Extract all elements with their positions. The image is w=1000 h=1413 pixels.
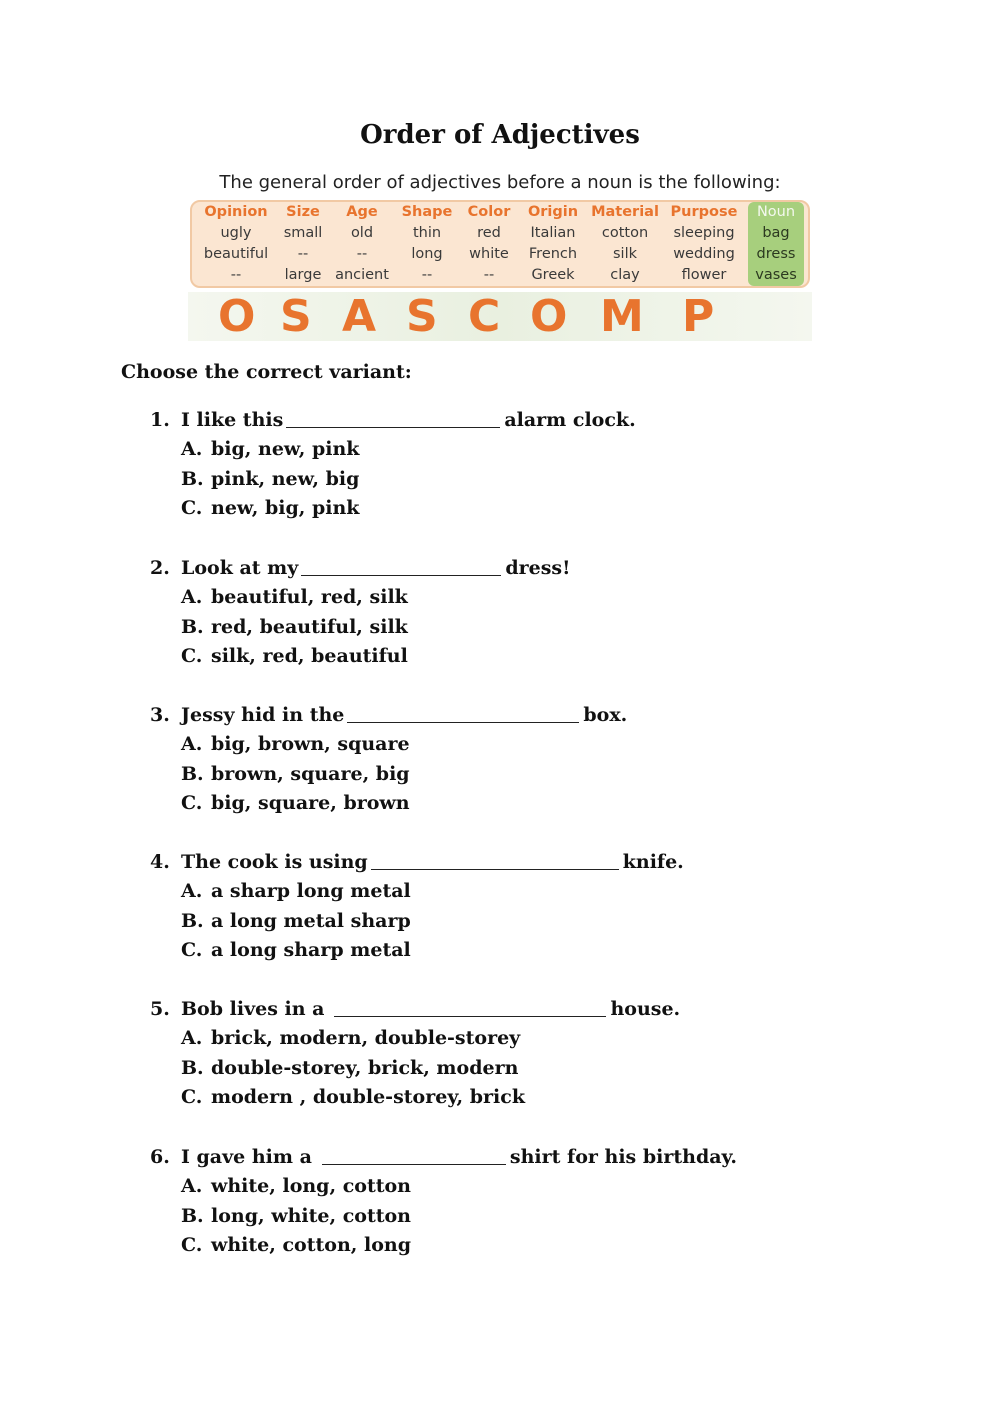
- column-material: [588, 202, 662, 286]
- question-text-before: Look at my: [181, 557, 299, 579]
- question-text-before: Bob lives in a: [181, 998, 325, 1020]
- question-5: [150, 994, 850, 1113]
- option-letter: C.: [181, 1234, 203, 1256]
- instruction: Choose the correct variant:: [121, 361, 412, 383]
- column-cell: sleeping: [673, 225, 735, 241]
- page-title: Order of Adjectives: [360, 120, 640, 150]
- column-cell: dress: [756, 246, 796, 262]
- column-cell: flower: [681, 267, 727, 283]
- option-c[interactable]: [150, 789, 850, 819]
- column-header: Shape: [401, 204, 453, 220]
- column-cell: vases: [755, 267, 797, 283]
- chart-heading: The general order of adjectives before a noun is the following:: [219, 172, 781, 193]
- column-origin: [520, 202, 586, 286]
- question-number: 5.: [150, 998, 170, 1020]
- column-purpose: [664, 202, 744, 286]
- option-letter: C.: [181, 497, 203, 519]
- option-letter: B.: [181, 762, 204, 785]
- question-text-after: dress!: [505, 557, 571, 579]
- question-stem: [150, 1142, 850, 1172]
- question-stem: [150, 700, 850, 730]
- option-text: big, square, brown: [211, 792, 410, 814]
- question-6: [150, 1142, 850, 1261]
- column-header: Color: [467, 204, 511, 220]
- option-letter: A.: [181, 438, 203, 460]
- question-4: [150, 847, 850, 966]
- column-header: Opinion: [204, 204, 268, 220]
- column-cell: --: [230, 267, 242, 283]
- column-cell: French: [528, 246, 578, 262]
- answer-blank[interactable]: [334, 996, 606, 1017]
- question-number: 1.: [150, 409, 170, 431]
- column-cell: red: [477, 225, 501, 241]
- option-b[interactable]: [150, 760, 850, 790]
- option-text: big, brown, square: [211, 733, 410, 755]
- question-stem: [150, 994, 850, 1024]
- column-cell: old: [350, 225, 374, 241]
- option-a[interactable]: [150, 583, 850, 613]
- option-text: big, new, pink: [211, 438, 360, 460]
- option-c[interactable]: [150, 936, 850, 966]
- column-cell: beautiful: [203, 246, 269, 262]
- question-number: 2.: [150, 557, 170, 579]
- option-text: pink, new, big: [211, 467, 360, 490]
- column-cell: ugly: [220, 225, 252, 241]
- osascomp-acronym: [188, 292, 812, 341]
- column-size: [278, 202, 328, 286]
- question-2: [150, 553, 850, 672]
- acronym-letter: S: [280, 291, 312, 342]
- column-age: [330, 202, 394, 286]
- option-letter: C.: [181, 1086, 203, 1108]
- option-text: brown, square, big: [211, 762, 410, 785]
- column-color: [460, 202, 518, 286]
- question-3: [150, 700, 850, 819]
- acronym-letter: O: [530, 291, 568, 342]
- column-shape: [396, 202, 458, 286]
- option-letter: B.: [181, 1204, 204, 1227]
- question-text-after: knife.: [622, 851, 684, 873]
- option-a[interactable]: [150, 435, 850, 465]
- column-cell: small: [283, 225, 323, 241]
- column-cell: bag: [762, 225, 790, 241]
- column-cell: --: [356, 246, 368, 262]
- acronym-letter: P: [682, 291, 715, 342]
- acronym-letter: M: [600, 291, 644, 342]
- question-text-before: The cook is using: [181, 851, 368, 873]
- column-cell: ancient: [335, 267, 389, 283]
- option-text: silk, red, beautiful: [211, 645, 408, 667]
- option-text: a sharp long metal: [211, 880, 411, 902]
- option-c[interactable]: [150, 494, 850, 524]
- question-stem: [150, 405, 850, 435]
- acronym-letter: S: [406, 291, 438, 342]
- column-header: Purpose: [670, 204, 738, 220]
- column-header: Material: [591, 204, 659, 220]
- question-number: 3.: [150, 704, 170, 726]
- column-cell: wedding: [673, 246, 735, 262]
- option-letter: B.: [181, 467, 204, 490]
- option-letter: B.: [181, 909, 204, 932]
- option-c[interactable]: [150, 642, 850, 672]
- adjective-order-chart: [188, 168, 812, 341]
- option-a[interactable]: [150, 1172, 850, 1202]
- option-letter: B.: [181, 615, 204, 638]
- acronym-letter: C: [468, 291, 501, 342]
- column-cell: white: [469, 246, 509, 262]
- option-letter: B.: [181, 1056, 204, 1079]
- option-letter: A.: [181, 1175, 203, 1197]
- question-text-before: I like this: [181, 409, 284, 431]
- column-cell: large: [284, 267, 322, 283]
- column-cell: clay: [610, 267, 640, 283]
- option-letter: A.: [181, 733, 203, 755]
- column-cell: long: [411, 246, 443, 262]
- column-cell: --: [297, 246, 309, 262]
- option-letter: C.: [181, 792, 203, 814]
- answer-blank[interactable]: [301, 555, 501, 576]
- option-text: brick, modern, double-storey: [211, 1027, 521, 1049]
- option-text: a long sharp metal: [211, 939, 411, 961]
- question-1: [150, 405, 850, 524]
- option-text: beautiful, red, silk: [211, 586, 408, 608]
- option-letter: C.: [181, 939, 203, 961]
- option-a[interactable]: [150, 1024, 850, 1054]
- column-noun: [748, 202, 804, 286]
- question-number: 4.: [150, 851, 170, 873]
- question-stem: [150, 553, 850, 583]
- option-b[interactable]: [150, 1054, 850, 1084]
- option-text: red, beautiful, silk: [211, 615, 408, 638]
- acronym-letter: A: [342, 291, 377, 342]
- answer-blank[interactable]: [286, 407, 500, 428]
- question-text-before: Jessy hid in the: [181, 704, 345, 726]
- question-text-after: shirt for his birthday.: [509, 1146, 738, 1168]
- option-text: white, cotton, long: [211, 1234, 411, 1256]
- column-header: Noun: [756, 204, 796, 220]
- option-letter: A.: [181, 880, 203, 902]
- option-text: new, big, pink: [211, 497, 360, 519]
- option-text: a long metal sharp: [211, 909, 411, 932]
- answer-blank[interactable]: [371, 849, 619, 870]
- question-text-after: house.: [610, 998, 681, 1020]
- option-letter: C.: [181, 645, 203, 667]
- option-text: long, white, cotton: [211, 1204, 411, 1227]
- answer-blank[interactable]: [347, 702, 579, 723]
- column-cell: Italian: [530, 225, 576, 241]
- option-b[interactable]: [150, 613, 850, 643]
- option-b[interactable]: [150, 907, 850, 937]
- column-cell: Greek: [531, 267, 575, 283]
- column-header: Size: [286, 204, 320, 220]
- question-number: 6.: [150, 1146, 170, 1168]
- answer-blank[interactable]: [322, 1144, 506, 1165]
- option-text: double-storey, brick, modern: [211, 1056, 519, 1079]
- acronym-letter: O: [218, 291, 256, 342]
- question-stem: [150, 847, 850, 877]
- option-a[interactable]: [150, 730, 850, 760]
- adjective-order-table: [190, 200, 810, 288]
- column-header: Age: [346, 204, 378, 220]
- option-b[interactable]: [150, 1202, 850, 1232]
- question-text-after: box.: [583, 704, 628, 726]
- option-a[interactable]: [150, 877, 850, 907]
- column-cell: --: [483, 267, 495, 283]
- column-cell: --: [421, 267, 433, 283]
- option-text: white, long, cotton: [211, 1175, 411, 1197]
- option-letter: A.: [181, 1027, 203, 1049]
- column-header: Origin: [527, 204, 579, 220]
- option-b[interactable]: [150, 465, 850, 495]
- column-opinion: [196, 202, 276, 286]
- column-cell: thin: [412, 225, 442, 241]
- column-cell: silk: [612, 246, 637, 262]
- option-text: modern , double-storey, brick: [211, 1086, 526, 1108]
- question-text-after: alarm clock.: [504, 409, 636, 431]
- column-cell: cotton: [601, 225, 649, 241]
- option-c[interactable]: [150, 1231, 850, 1261]
- option-c[interactable]: [150, 1083, 850, 1113]
- option-letter: A.: [181, 586, 203, 608]
- question-text-before: I gave him a: [181, 1146, 312, 1168]
